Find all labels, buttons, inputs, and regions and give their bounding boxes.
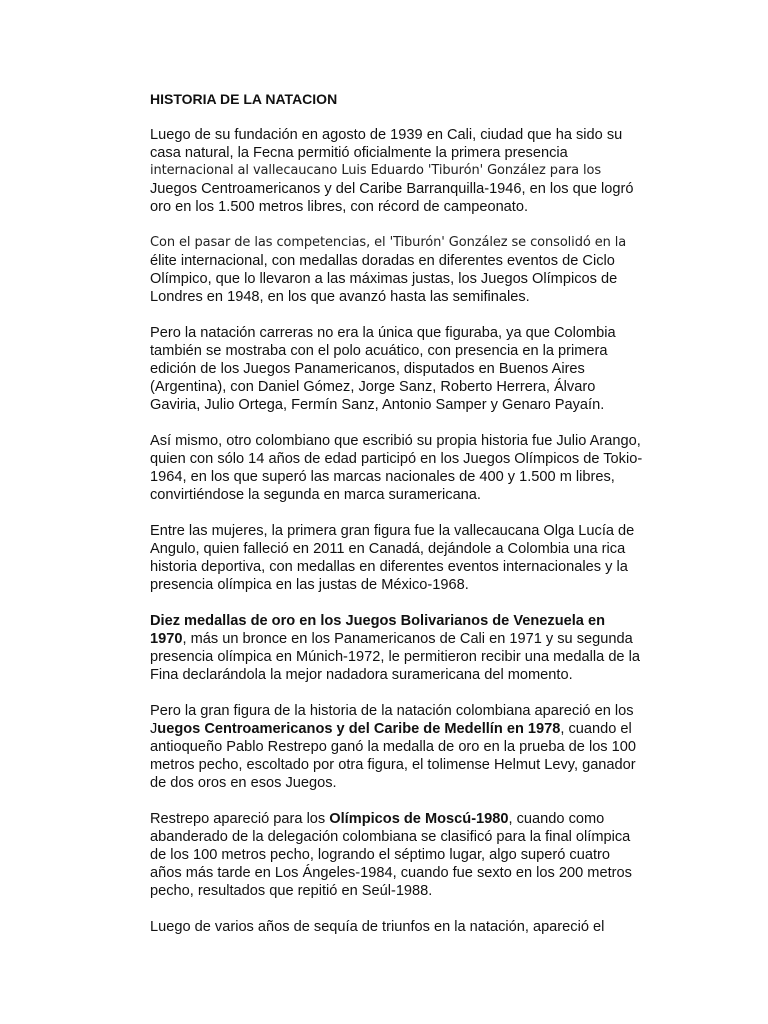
paragraph-text: , más un bronce en los Panamericanos de Cali en 1971 y su segunda (182, 631, 633, 647)
paragraph-line: Juegos Centroamericanos y del Caribe Barranquilla-1946, en los que logró (150, 181, 634, 197)
paragraph-line: Londres en 1948, en los que avanzó hasta las semifinales. (150, 289, 530, 305)
paragraph-line: de los 100 metros pecho, logrando el séptimo lugar, algo superó cuatro (150, 847, 610, 863)
paragraph-line: élite internacional, con medallas doradas en diferentes eventos de Ciclo (150, 253, 615, 269)
paragraph-line: casa natural, la Fecna permitió oficialmente la primera presencia (150, 145, 568, 161)
paragraph-line: metros pecho, escoltado por otra figura, el tolimense Helmut Levy, ganador (150, 757, 636, 773)
paragraph-line: años más tarde en Los Ángeles-1984, cuando fue sexto en los 200 metros (150, 865, 632, 881)
paragraph-line: de dos oros en esos Juegos. (150, 775, 337, 791)
paragraph-5 (150, 522, 660, 594)
paragraph-line: Fina declarándola la mejor nadadora suramericana del momento. (150, 667, 573, 683)
paragraph-text: , cuando como (508, 811, 605, 827)
paragraph-line: oro en los 1.500 metros libres, con récord de campeonato. (150, 199, 529, 215)
paragraph-4 (150, 432, 660, 504)
paragraph-3 (150, 324, 660, 414)
bold-phrase: Olímpicos de Moscú-1980 (329, 811, 509, 827)
paragraph-line: Luego de varios años de sequía de triunfos en la natación, apareció el (150, 919, 605, 935)
bold-phrase: uegos Centroamericanos y del Caribe de Medellín en 1978 (157, 721, 561, 737)
paragraph-line: historia deportiva, con medallas en diferentes eventos internacionales y la (150, 559, 628, 575)
paragraph-line (150, 720, 660, 738)
paragraph-line: Pero la natación carreras no era la única que figuraba, ya que Colombia (150, 325, 616, 341)
paragraph-8 (150, 810, 660, 900)
paragraph-1 (150, 126, 660, 216)
paragraph-line: convirtiéndose la segunda en marca suramericana. (150, 487, 481, 503)
paragraph-text: , cuando el (560, 721, 632, 737)
paragraph-line: pecho, resultados que repitió en Seúl-1988. (150, 883, 433, 899)
paragraph-line: quien con sólo 14 años de edad participó en los Juegos Olímpicos de Tokio- (150, 451, 643, 467)
paragraph-line: Olímpico, que lo llevaron a las máximas justas, los Juegos Olímpicos de (150, 271, 618, 287)
paragraph-7 (150, 702, 660, 792)
paragraph-line: Angulo, quien falleció en 2011 en Canadá, dejándole a Colombia una rica (150, 541, 626, 557)
paragraph-line: edición de los Juegos Panamericanos, disputados en Buenos Aires (150, 361, 585, 377)
paragraph-9 (150, 918, 660, 936)
paragraph-2 (150, 234, 660, 306)
paragraph-line: (Argentina), con Daniel Gómez, Jorge Sanz, Roberto Herrera, Álvaro (150, 379, 596, 395)
bold-phrase: Diez medallas de oro en los Juegos Bolivarianos de Venezuela en (150, 613, 605, 629)
paragraph-line: Así mismo, otro colombiano que escribió su propia historia fue Julio Arango, (150, 433, 641, 449)
paragraph-line: Con el pasar de las competencias, el 'Tiburón' González se consolidó en la (150, 235, 627, 250)
document-page (150, 90, 660, 954)
paragraph-line: Entre las mujeres, la primera gran figura fue la vallecaucana Olga Lucía de (150, 523, 635, 539)
paragraph-6 (150, 612, 660, 684)
paragraph-line: abanderado de la delegación colombiana se clasificó para la final olímpica (150, 829, 631, 845)
document-title: HISTORIA DE LA NATACION (150, 91, 338, 107)
paragraph-line: Pero la gran figura de la historia de la natación colombiana apareció en los (150, 703, 634, 719)
paragraph-line: 1964, en los que superó las marcas nacionales de 400 y 1.500 m libres, (150, 469, 615, 485)
paragraph-text: Restrepo apareció para los (150, 811, 330, 827)
paragraph-line (150, 630, 660, 648)
paragraph-line: presencia olímpica en las justas de México-1968. (150, 577, 469, 593)
paragraph-line: Gaviria, Julio Ortega, Fermín Sanz, Antonio Samper y Genaro Payaín. (150, 397, 605, 413)
paragraph-line (150, 612, 660, 630)
paragraph-line: internacional al vallecaucano Luis Eduardo 'Tiburón' González para los (150, 163, 602, 178)
bold-phrase: 1970 (150, 631, 183, 647)
paragraph-line: Luego de su fundación en agosto de 1939 en Cali, ciudad que ha sido su (150, 127, 623, 143)
paragraph-line: presencia olímpica en Múnich-1972, le permitieron recibir una medalla de la (150, 649, 640, 665)
paragraph-line: antioqueño Pablo Restrepo ganó la medalla de oro en la prueba de los 100 (150, 739, 637, 755)
paragraph-line (150, 810, 660, 828)
paragraph-text: J (150, 721, 158, 737)
paragraph-line: también se mostraba con el polo acuático, con presencia en la primera (150, 343, 608, 359)
